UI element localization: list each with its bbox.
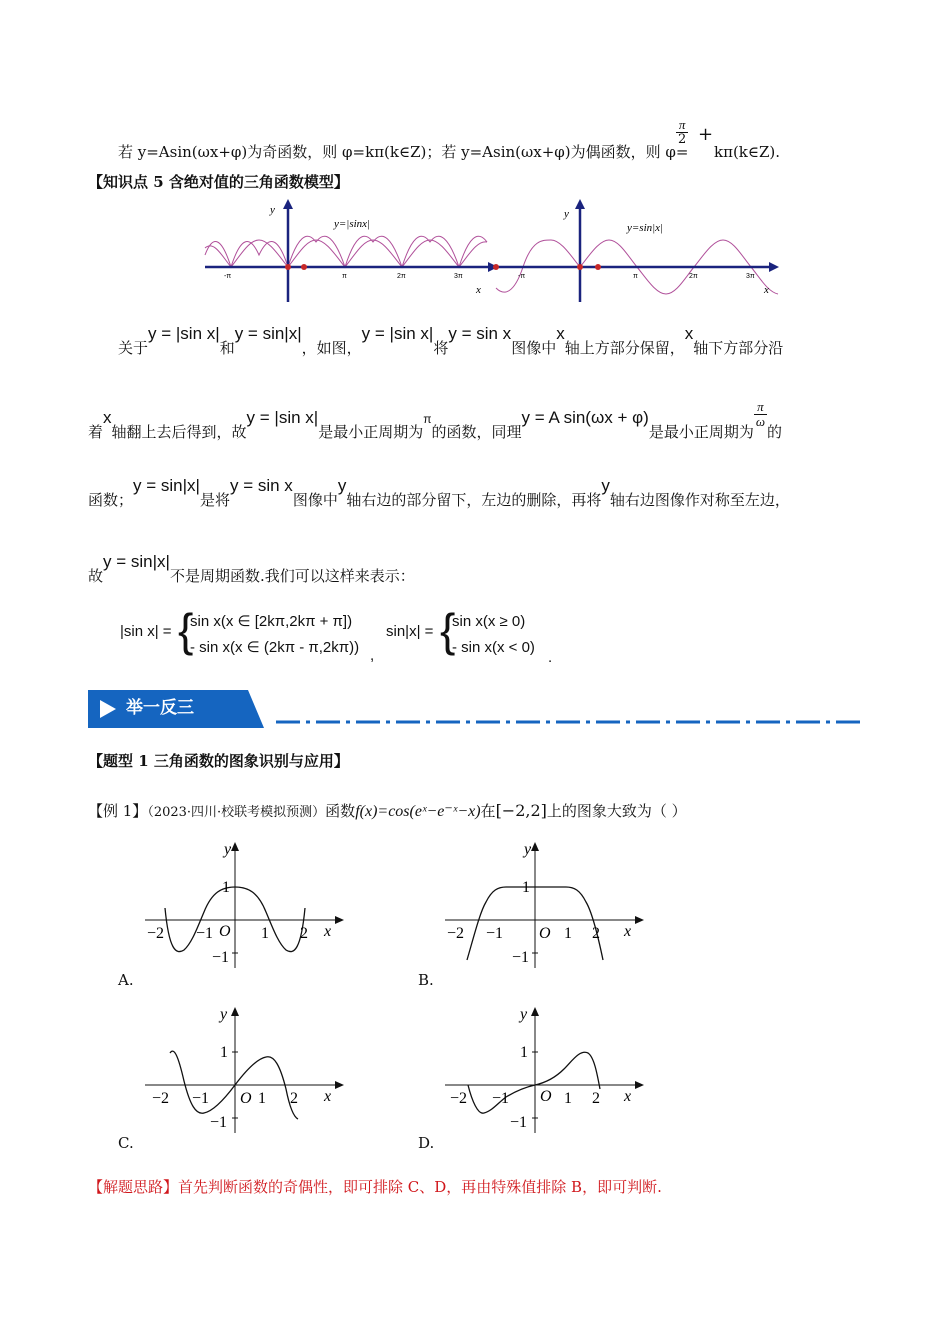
right-curve-label: y=sin|x| — [627, 222, 664, 234]
right-origin-dot — [577, 264, 583, 270]
l3-c: 图像中 — [292, 491, 338, 509]
para-line-1 — [118, 324, 783, 364]
pw-right-lhs: sin|x| = — [386, 623, 434, 640]
example1-func: f(x)=cos(eˣ−e⁻ˣ−x) — [355, 803, 481, 820]
example1-stem-a: 函数 — [325, 802, 356, 820]
pw-left-row2: - sin x(x ∈ (2kπ - π,2kπ)) — [190, 639, 360, 656]
type1-heading: 【题型 1 三角函数的图象识别与应用】 — [88, 752, 349, 770]
left-tick-neg-pi: -π — [224, 273, 232, 280]
l1-m4: y = sin x — [448, 324, 512, 343]
b-t0: −2 — [447, 925, 465, 942]
l2-m1: x — [103, 407, 112, 427]
c-o: O — [240, 1090, 252, 1107]
l3-m4: y — [601, 476, 610, 495]
l3-m3: y — [337, 476, 347, 495]
l1-c: ，如图， — [301, 339, 362, 357]
option-d-graph[interactable] — [440, 1005, 650, 1137]
l1-e: 图像中 — [511, 339, 557, 357]
d-x: x — [624, 1088, 632, 1105]
right-tick-pi: π — [633, 273, 638, 280]
l2-m4: y = A sin(ωx + φ) — [521, 407, 649, 427]
l4-a: 故 — [88, 567, 104, 585]
solution-hint: 【解题思路】首先判断函数的奇偶性，即可排除 C、D，再由特殊值排除 B，即可判断. — [88, 1178, 662, 1196]
left-x-label: x — [476, 284, 481, 296]
l2-m2: y = |sin x| — [246, 407, 319, 427]
right-left-dot — [493, 264, 499, 270]
pw-left-row1: sin x(x ∈ [2kπ,2kπ + π]) — [190, 613, 353, 630]
l1-m2: y = sin|x| — [234, 324, 302, 343]
l2-b: 轴翻上去后得到，故 — [111, 422, 247, 441]
l3-d: 轴右边的部分留下，左边的删除，再将 — [346, 491, 602, 509]
left-y-arrow — [283, 199, 293, 209]
intro-text: 若 y=Asin(ωx+φ)为奇函数，则 φ=kπ(k∈Z)；若 y=Asin(ωx+φ)为偶函数，则 φ= — [118, 143, 689, 161]
example1-line — [88, 801, 687, 821]
c-ym1: −1 — [210, 1114, 228, 1131]
right-tick-neg-pi: -π — [518, 273, 526, 280]
intro-frac-den: 2 — [678, 132, 687, 148]
pw-left-brace: { — [178, 604, 194, 656]
b-ym1: −1 — [512, 949, 530, 966]
left-tick-2pi: 2π — [397, 273, 406, 280]
b-t1: −1 — [486, 925, 504, 942]
l3-b: 是将 — [199, 491, 230, 509]
b-y1: 1 — [522, 879, 530, 896]
pw-right-brace: { — [440, 604, 456, 656]
intro-line — [118, 143, 688, 161]
banner-dash-line — [276, 720, 860, 724]
d-o: O — [540, 1088, 552, 1105]
l1-m1: y = |sin x| — [148, 324, 220, 343]
para-line-4 — [88, 552, 415, 592]
l1-m5: x — [556, 324, 565, 343]
l2-frac-num: π — [754, 400, 767, 415]
l1-b: 和 — [219, 339, 235, 357]
l4-b: 不是周期函数.我们可以这样来表示： — [169, 567, 415, 585]
pw-comma: , — [370, 647, 375, 664]
l2-d: 的函数，同理 — [431, 422, 522, 441]
right-y-label: y — [564, 208, 569, 220]
l3-a: 函数； — [88, 491, 134, 509]
option-d-curve — [468, 1052, 600, 1113]
left-tick-3pi: 3π — [454, 273, 463, 280]
pw-right-row1: sin x(x ≥ 0) — [452, 613, 526, 630]
a-o: O — [219, 923, 231, 940]
l2-a: 着 — [88, 422, 104, 441]
option-c-graph[interactable] — [140, 1005, 350, 1137]
example1-source: （2023·四川·校联考模拟预测） — [147, 805, 326, 820]
intro-frac-num: π — [676, 118, 688, 133]
intro-fraction — [676, 118, 688, 148]
c-t0: −2 — [152, 1090, 170, 1107]
l1-m6: x — [684, 324, 694, 343]
a-y: y — [224, 841, 232, 858]
b-y: y — [524, 841, 532, 858]
l1-f: 轴上方部分保留， — [564, 339, 685, 357]
l2-frac-den: ω — [755, 414, 766, 430]
b-x: x — [624, 923, 632, 940]
d-t1: −1 — [492, 1090, 510, 1107]
c-x: x — [324, 1088, 332, 1105]
example1-interval: [−2,2] — [495, 801, 547, 820]
right-x-arrow — [769, 262, 779, 272]
left-abs-sin-curve — [205, 236, 487, 267]
left-curve-label: y=|sinx| — [334, 218, 371, 230]
a-ym1: −1 — [212, 949, 230, 966]
right-pi2-dot — [595, 264, 601, 270]
intro-plus: + — [698, 124, 714, 145]
c-y: y — [220, 1006, 228, 1023]
a-t2: 1 — [261, 925, 269, 942]
l2-e: 是最小正周期为 — [648, 422, 754, 441]
abs-sin-graphs — [200, 196, 790, 306]
l2-frac — [754, 400, 767, 430]
option-b-graph[interactable] — [440, 840, 650, 972]
l3-m2: y = sin x — [229, 476, 293, 495]
right-y-arrow — [575, 199, 585, 209]
example1-prefix: 【例 1】 — [88, 802, 148, 820]
a-t0: −2 — [147, 925, 165, 942]
l2-m3: π — [423, 411, 432, 426]
left-pi2-dot — [301, 264, 307, 270]
l1-d: 将 — [433, 339, 449, 357]
right-x-label: x — [764, 284, 769, 296]
right-tick-3pi: 3π — [746, 273, 755, 280]
intro-tail: kπ(k∈Z). — [714, 143, 781, 161]
l1-a: 关于 — [118, 339, 149, 357]
a-x: x — [324, 923, 332, 940]
left-origin-dot — [285, 264, 291, 270]
l1-m3: y = |sin x| — [361, 324, 434, 343]
l4-m1: y = sin|x| — [103, 552, 170, 571]
option-b-label[interactable]: B. — [418, 971, 434, 989]
d-ym1: −1 — [510, 1114, 528, 1131]
section5-heading: 【知识点 5 含绝对值的三角函数模型】 — [88, 173, 349, 191]
d-t2: 1 — [564, 1090, 572, 1107]
c-t2: 1 — [258, 1090, 266, 1107]
b-o: O — [539, 925, 551, 942]
c-y1: 1 — [220, 1044, 228, 1061]
example1-stem-c: 上的图象大致为（ ） — [546, 802, 687, 820]
l1-g: 轴下方部分沿 — [693, 339, 784, 357]
d-t0: −2 — [450, 1090, 468, 1107]
option-a-graph[interactable] — [140, 840, 350, 972]
d-t3: 2 — [592, 1090, 600, 1107]
c-t1: −1 — [192, 1090, 210, 1107]
right-tick-2pi: 2π — [689, 273, 698, 280]
a-t3: 2 — [300, 925, 308, 942]
option-a-label[interactable]: A. — [118, 971, 134, 989]
left-tick-pi: π — [342, 273, 347, 280]
a-t1: −1 — [196, 925, 214, 942]
para-line-2 — [88, 399, 783, 444]
option-d-label[interactable]: D. — [418, 1134, 435, 1152]
d-y1: 1 — [520, 1044, 528, 1061]
l2-f: 的 — [767, 422, 783, 441]
b-t2: 1 — [564, 925, 572, 942]
pw-right-row2: - sin x(x < 0) — [452, 639, 535, 656]
example1-stem-b: 在 — [480, 802, 496, 820]
l3-e: 轴右边图像作对称至左边， — [609, 491, 790, 509]
c-t3: 2 — [290, 1090, 298, 1107]
left-y-label: y — [270, 204, 275, 216]
l3-m1: y = sin|x| — [133, 476, 200, 495]
para-line-3 — [88, 476, 790, 516]
a-y1: 1 — [222, 879, 230, 896]
pw-period: . — [548, 649, 553, 666]
b-t3: 2 — [592, 925, 600, 942]
banner-label: 举一反三 — [126, 698, 194, 718]
pw-left-lhs: |sin x| = — [120, 623, 172, 640]
d-y: y — [520, 1006, 528, 1023]
l2-c: 是最小正周期为 — [318, 422, 424, 441]
option-c-label[interactable]: C. — [118, 1134, 134, 1152]
